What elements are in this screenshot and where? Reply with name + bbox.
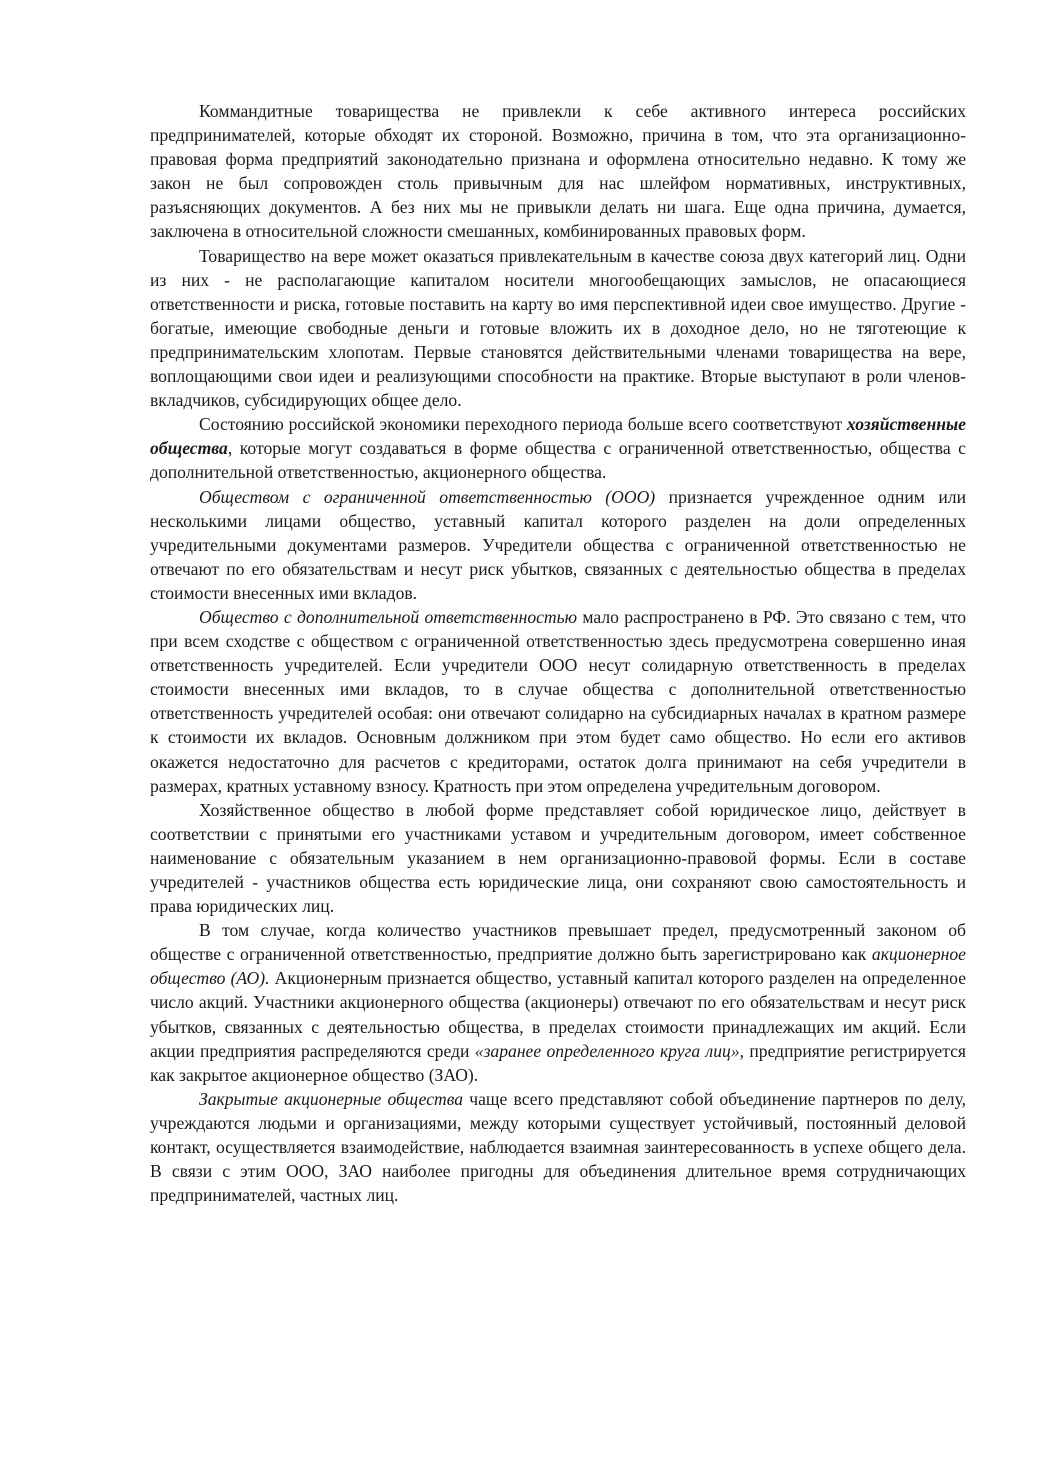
paragraph-text: Хозяйственное общество в любой форме представляет собой юридическое лицо, действует в соответствии с принятыми его участниками уставом и учредительным договором, имеет собственное наименование с обязательным указанием в нем организационно-правовой формы. Если в составе учредителей - участников общества есть юридические лица, они сохраняют свою самостоятельность и права юридических лиц. — [150, 799, 966, 917]
term-llc: Обществом с ограниченной ответственностью (ООО) — [199, 486, 656, 507]
paragraph-text: Акционерным признается общество, уставный капитал которого разделен на определенное число акций. Участники акционерного общества (акционеры) отвечают по его обязательствам и несут риск убытков, связанных с деятельностью общества, в пределах стоимости принадлежащих им акций. Если акции предприятия распределяются среди — [150, 968, 966, 1061]
paragraph-llc — [150, 485, 966, 605]
paragraph-business-companies — [150, 412, 966, 484]
term-closed-joint-stock: Закрытые акционерные общества — [199, 1088, 464, 1109]
paragraph-text: , которые могут создаваться в форме общества с ограниченной ответственностью, общества с дополнительной ответственностью, акционерного общества. — [150, 438, 966, 483]
paragraph-text: чаще всего представляют собой объединение партнеров по делу, учреждаются людьми и организациями, между которыми существует устойчивый, постоянный деловой контакт, осуществляется взаимодействие, наблюдается взаимная заинтересованность в успехе общего дела. В связи с этим ООО, ЗАО наиболее пригодны для объединения длительное время сотрудничающих предпринимателей, частных лиц. — [150, 1088, 966, 1206]
term-predetermined-circle: «заранее определенного круга лиц» — [474, 1040, 740, 1061]
paragraph-joint-stock — [150, 918, 966, 1087]
paragraph-additional-liability — [150, 605, 966, 798]
paragraph-limited-partnerships — [150, 99, 966, 244]
document-body — [150, 99, 966, 1207]
term-joint-stock-company: акционерное общество (АО). — [150, 944, 966, 989]
paragraph-legal-entity — [150, 798, 966, 918]
term-additional-liability: Общество с дополнительной ответственностью — [199, 606, 578, 627]
term-business-companies: хозяйственные общества — [150, 414, 966, 459]
paragraph-text: Состоянию российской экономики переходного периода больше всего соответствуют — [199, 414, 847, 435]
paragraph-text: В том случае, когда количество участников превышает предел, предусмотренный законом об обществе с ограниченной ответственностью, предприятие должно быть зарегистрировано как — [150, 920, 966, 965]
paragraph-text: Коммандитные товарищества не привлекли к себе активного интереса российских предпринимателей, которые обходят их стороной. Возможно, причина в том, что эта организационно-правовая форма предприятий законодательно признана и оформлена относительно недавно. К тому же закон не был сопровожден столь привычным для нас шлейфом нормативных, инструктивных, разъясняющих документов. А без них мы не привыкли делать ни шага. Еще одна причина, думается, заключена в относительной сложности смешанных, комбинированных правовых форм. — [150, 101, 966, 242]
paragraph-text: признается учрежденное одним или несколькими лицами общество, уставный капитал которого разделен на доли определенных учредительными документами размеров. Учредители общества с ограниченной ответственностью не отвечают по его обязательствам и несут риск убытков, связанных с деятельностью общества в пределах стоимости внесенных ими вкладов. — [150, 486, 966, 603]
paragraph-text: , предприятие регистрируется как закрытое акционерное общество (ЗАО). — [150, 1040, 966, 1085]
paragraph-closed-joint-stock — [150, 1087, 966, 1207]
paragraph-text: Товарищество на вере может оказаться привлекательным в качестве союза двух категорий лиц. Одни из них - не располагающие капиталом носители многообещающих замыслов, не опасающиеся ответственности и риска, готовые поставить на карту во имя перспективной идеи свое имущество. Другие - богатые, имеющие свободные деньги и готовые вложить их в доходное дело, но не тяготеющие к предпринимательским хлопотам. Первые становятся действительными членами товарищества на вере, воплощающими свои идеи и реализующими способности на практике. Вторые выступают в роли членов-вкладчиков, субсидирующих общее дело. — [150, 245, 966, 411]
paragraph-partnership-on-faith — [150, 244, 966, 413]
paragraph-text: мало распространено в РФ. Это связано с тем, что при всем сходстве с обществом с ограниченной ответственностью здесь предусмотрена совершенно иная ответственность учредителей. Если учредители ООО несут солидарную ответственность в пределах стоимости внесенных ими вкладов, то в случае общества с дополнительной ответственностью ответственность учредителей особая: они отвечают солидарно на субсидиарных началах в кратном размере к стоимости их вкладов. Основным должником при этом будет само общество. Но если его активов окажется недостаточно для расчетов с кредиторами, остаток долга принимают на себя учредители в размерах, кратных уставному взносу. Кратность при этом определена учредительным договором. — [150, 606, 966, 796]
